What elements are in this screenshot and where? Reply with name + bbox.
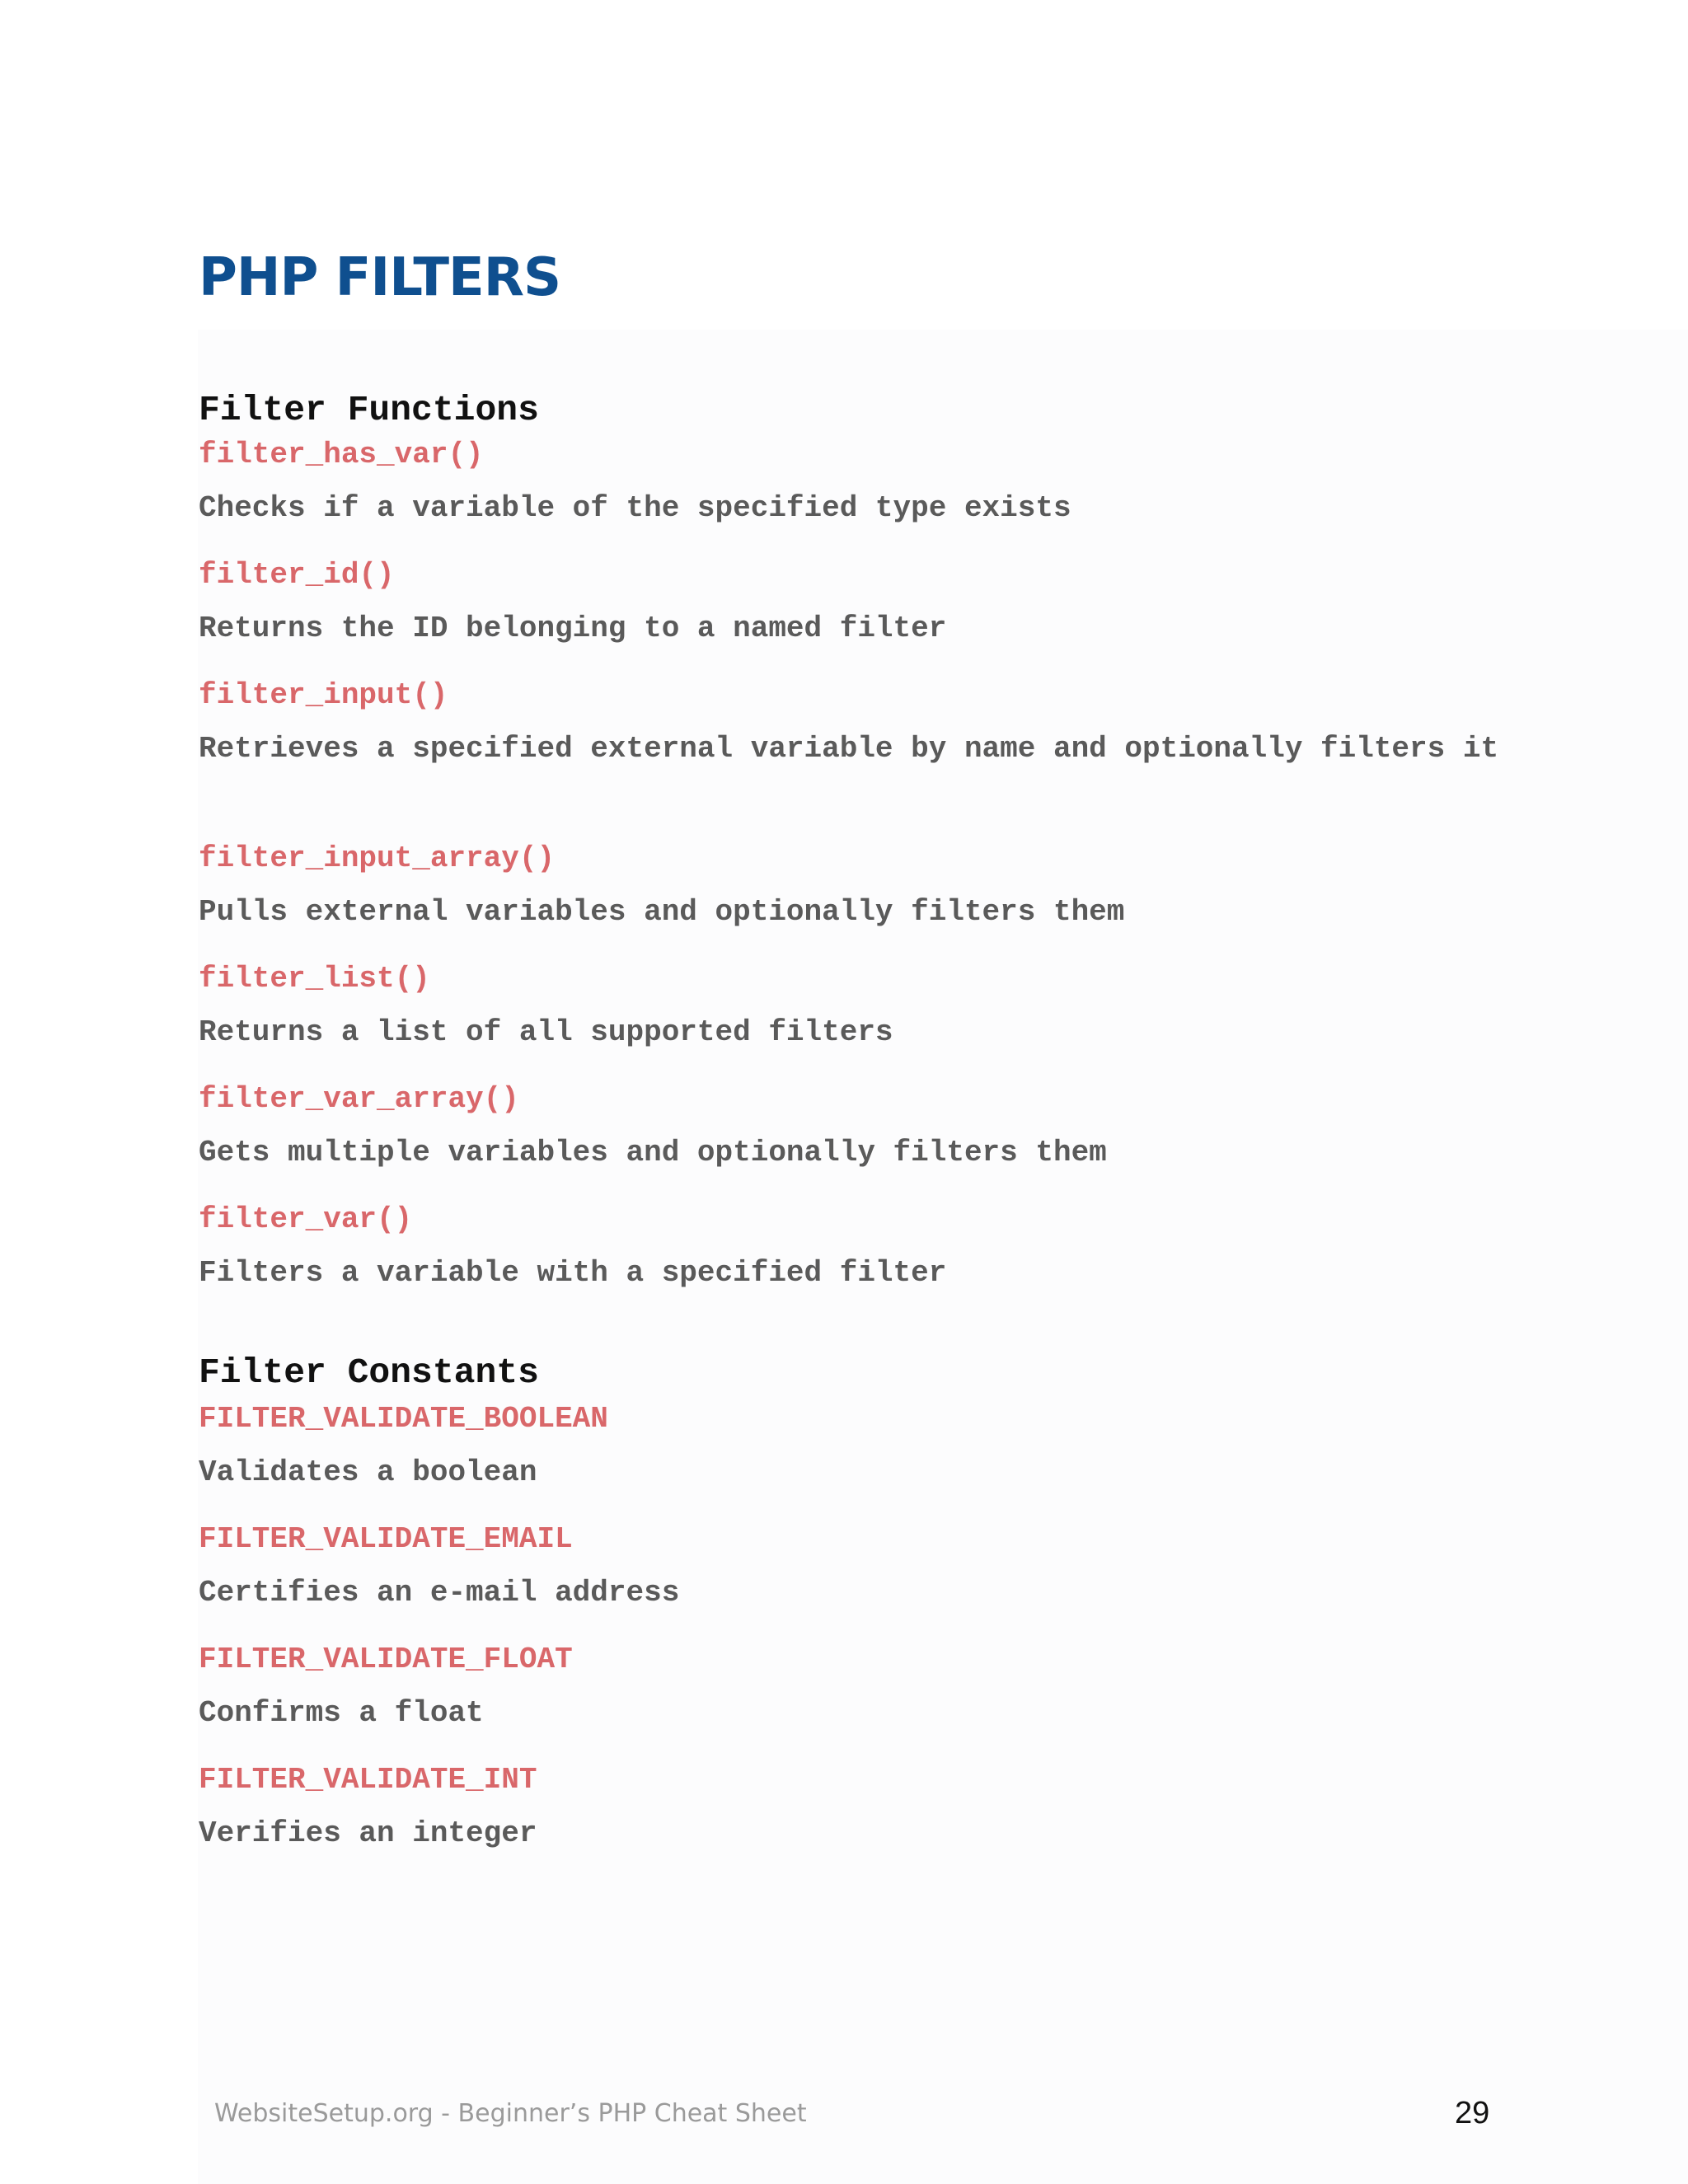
constant-description: Certifies an e-mail address — [199, 1576, 680, 1610]
function-description: Retrieves a specified external variable by name and optionally filters it — [199, 732, 1499, 766]
function-description: Gets multiple variables and optionally filters them — [199, 1136, 1107, 1169]
constant-description: Confirms a float — [199, 1696, 484, 1730]
constant-description: Validates a boolean — [199, 1455, 537, 1489]
constant-description: Verifies an integer — [199, 1816, 537, 1850]
function-description: Checks if a variable of the specified type exists — [199, 491, 1071, 525]
function-description: Filters a variable with a specified filter — [199, 1256, 947, 1290]
function-name: filter_var() — [199, 1202, 413, 1236]
constant-name: FILTER_VALIDATE_INT — [199, 1763, 537, 1797]
section-heading-filter-functions: Filter Functions — [199, 390, 539, 430]
function-name: filter_has_var() — [199, 438, 484, 471]
section-heading-filter-constants: Filter Constants — [199, 1352, 539, 1393]
page-number: 29 — [1455, 2096, 1490, 2130]
function-name: filter_var_array() — [199, 1082, 519, 1116]
function-name: filter_input() — [199, 678, 448, 712]
constant-name: FILTER_VALIDATE_EMAIL — [199, 1522, 573, 1556]
function-name: filter_input_array() — [199, 841, 556, 875]
page-title: PHP FILTERS — [199, 247, 561, 308]
function-description: Returns a list of all supported filters — [199, 1015, 893, 1049]
function-name: filter_id() — [199, 558, 395, 592]
function-description: Pulls external variables and optionally filters them — [199, 895, 1125, 929]
constant-name: FILTER_VALIDATE_FLOAT — [199, 1643, 573, 1676]
constant-name: FILTER_VALIDATE_BOOLEAN — [199, 1402, 608, 1436]
function-name: filter_list() — [199, 962, 430, 996]
function-description: Returns the ID belonging to a named filter — [199, 612, 947, 645]
footer-text: WebsiteSetup.org - Beginner’s PHP Cheat Sheet — [214, 2099, 807, 2128]
